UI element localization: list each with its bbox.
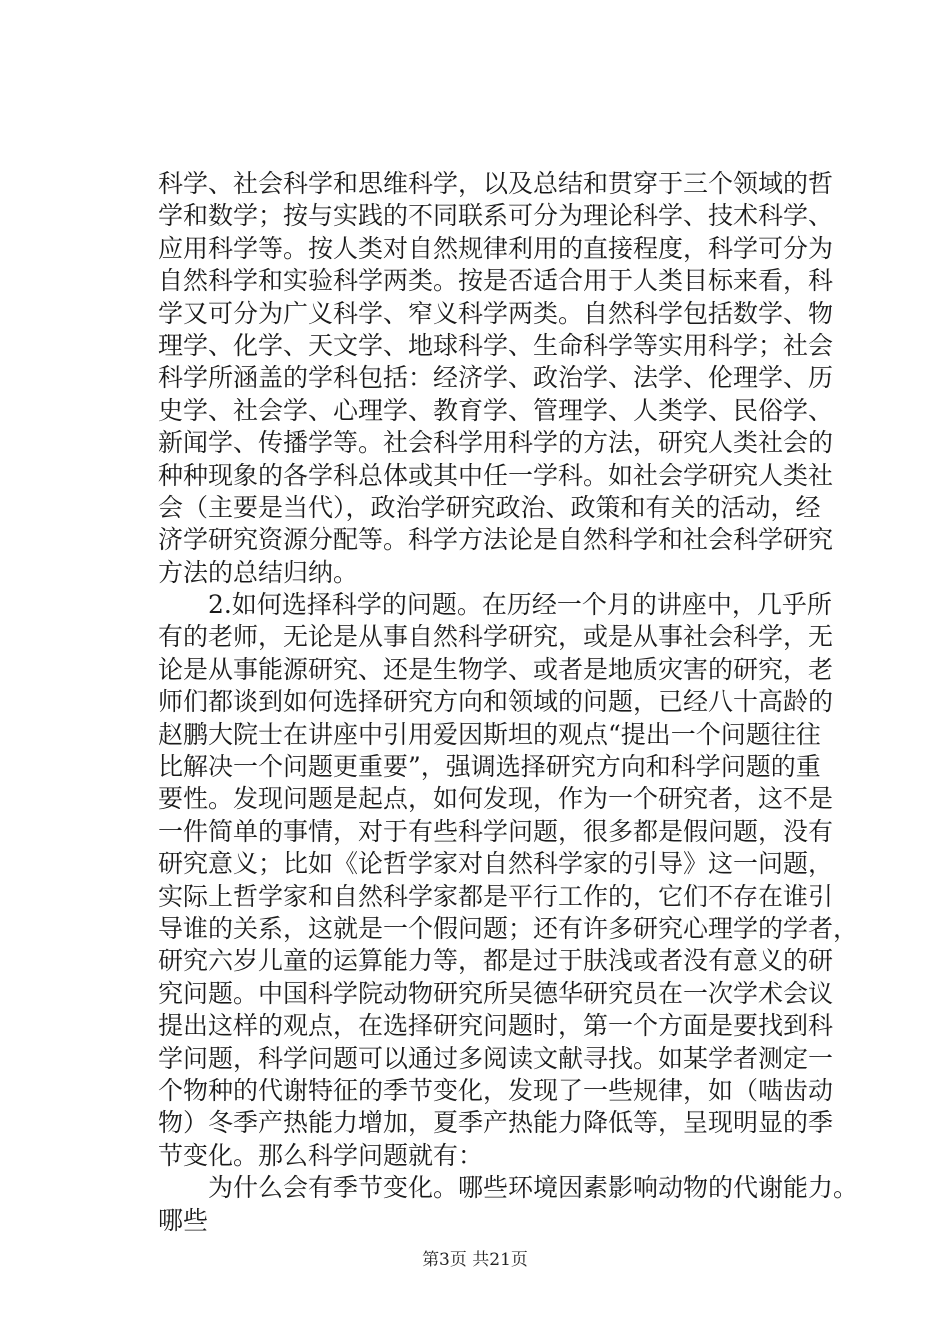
text-line: 科学、社会科学和思维科学，以及总结和贯穿于三个领域的哲 — [158, 169, 834, 198]
text-line: 物）冬季产热能力增加，夏季产热能力降低等，呈现明显的季 — [158, 1108, 834, 1138]
text-line: 研究六岁儿童的运算能力等，都是过于肤浅或者没有意义的研 — [158, 946, 834, 976]
text-line: 师们都谈到如何选择研究方向和领域的问题，已经八十高龄的 — [158, 687, 834, 717]
text-line: 2.如何选择科学的问题。在历经一个月的讲座中，几乎所 — [158, 590, 832, 620]
text-line: 节变化。那么科学问题就有： — [158, 1140, 484, 1170]
text-line: 实际上哲学家和自然科学家都是平行工作的，它们不存在谁引 — [158, 881, 834, 911]
text-line: 方法的总结归纳。 — [158, 557, 359, 587]
text-line: 有的老师，无论是从事自然科学研究，或是从事社会科学，无 — [158, 622, 834, 652]
text-line: 哪些 — [158, 1205, 209, 1235]
text-line: 研究意义；比如《论哲学家对自然科学家的引导》这一问题， — [158, 849, 834, 879]
text-line: 史学、社会学、心理学、教育学、管理学、人类学、民俗学、 — [158, 395, 834, 425]
text-line: 个物种的代谢特征的季节变化，发现了一些规律，如（啮齿动 — [158, 1075, 834, 1105]
text-line: 会（主要是当代），政治学研究政治、政策和有关的活动，经 — [158, 492, 821, 522]
text-line: 科学所涵盖的学科包括：经济学、政治学、法学、伦理学、历 — [158, 363, 834, 393]
text-line: 应用科学等。按人类对自然规律利用的直接程度，科学可分为 — [158, 233, 834, 263]
text-line: 要性。发现问题是起点，如何发现，作为一个研究者，这不是 — [158, 784, 834, 814]
text-line: 一件简单的事情，对于有些科学问题，很多都是假问题，没有 — [158, 816, 834, 846]
text-line: 赵鹏大院士在讲座中引用爱因斯坦的观点“提出一个问题往往 — [158, 719, 821, 749]
text-line: 新闻学、传播学等。社会科学用科学的方法，研究人类社会的 — [158, 428, 834, 458]
body-text — [158, 168, 859, 1237]
text-line: 究问题。中国科学院动物研究所吴德华研究员在一次学术会议 — [158, 978, 834, 1008]
text-line: 比解决一个问题更重要”，强调选择研究方向和科学问题的重 — [158, 752, 821, 782]
text-line: 种种现象的各学科总体或其中任一学科。如社会学研究人类社 — [158, 460, 834, 490]
text-line: 济学研究资源分配等。科学方法论是自然科学和社会科学研究 — [158, 525, 834, 555]
page-footer: 第3页 共21页 — [422, 1250, 528, 1270]
text-line: 学和数学；按与实践的不同联系可分为理论科学、技术科学、 — [158, 201, 834, 231]
text-line: 论是从事能源研究、还是生物学、或者是地质灾害的研究，老 — [158, 654, 834, 684]
text-line: 导谁的关系，这就是一个假问题；还有许多研究心理学的学者， — [158, 913, 859, 943]
text-line: 学问题，科学问题可以通过多阅读文献寻找。如某学者测定一 — [158, 1043, 834, 1073]
text-line: 理学、化学、天文学、地球科学、生命科学等实用科学；社会 — [158, 330, 834, 360]
text-line: 提出这样的观点，在选择研究问题时，第一个方面是要找到科 — [158, 1011, 834, 1041]
text-line: 为什么会有季节变化。哪些环境因素影响动物的代谢能力。 — [158, 1173, 859, 1203]
text-line: 学又可分为广义科学、窄义科学两类。自然科学包括数学、物 — [158, 298, 834, 328]
text-line: 自然科学和实验科学两类。按是否适合用于人类目标来看，科 — [158, 266, 834, 296]
